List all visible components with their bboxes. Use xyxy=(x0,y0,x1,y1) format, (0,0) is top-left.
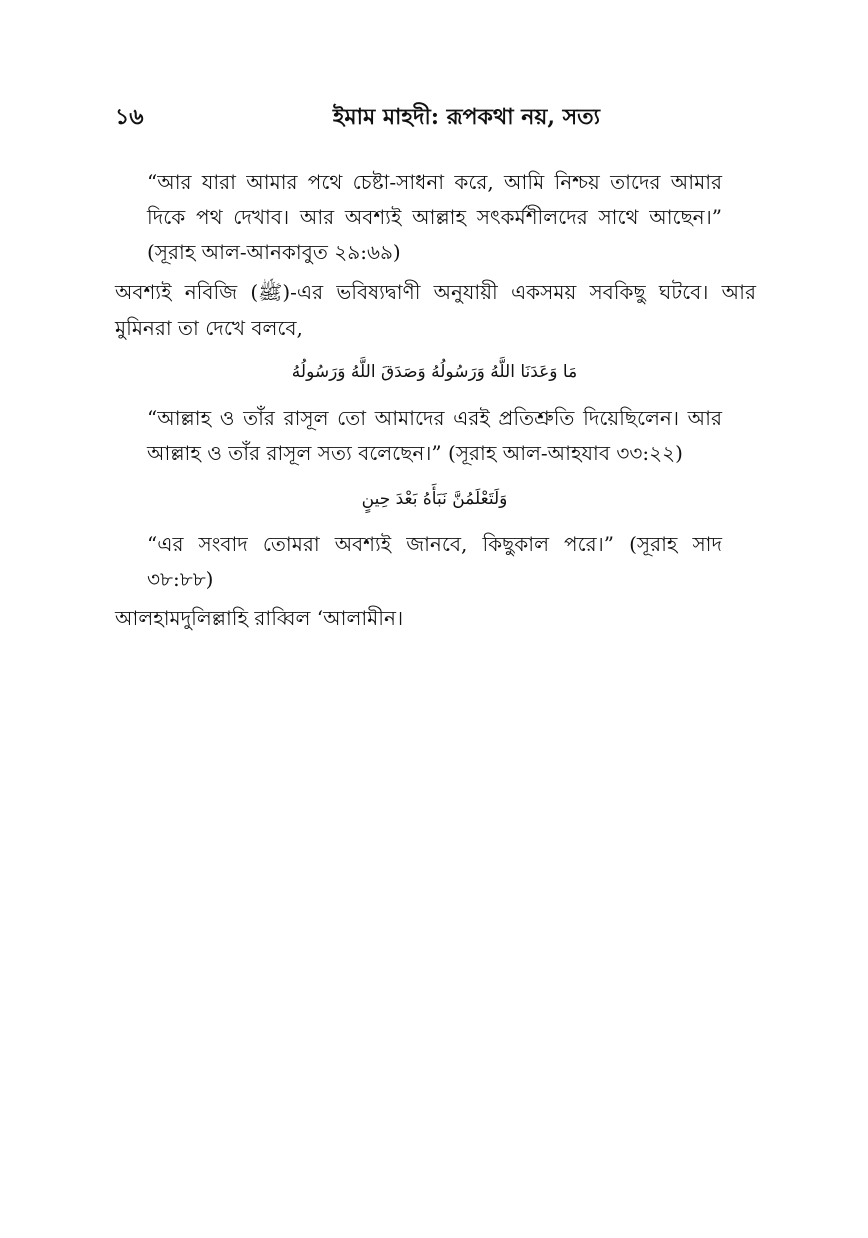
quote-sad: “এর সংবাদ তোমরা অবশ্যই জানবে, কিছুকাল পরে।” (সূরাহ সাদ ৩৮:৮৮) xyxy=(147,532,722,591)
quote-ahzab: “আল্লাহ ও তাঁর রাসূল তো আমাদের এরই প্রতিশ্রুতি দিয়েছিলেন। আর আল্লাহ ও তাঁর রাসূল সত্য বলেছেন।” (সূরাহ আল-আহযাব ৩৩:২২) xyxy=(147,406,722,465)
closing-paragraph: আলহামদুলিল্লাহি রাব্বিল ‘আলামীন। xyxy=(115,606,404,630)
quote-ankabut: “আর যারা আমার পথে চেষ্টা-সাধনা করে, আমি নিশ্চয় তাদের আমার দিকে পথ দেখাব। আর অবশ্যই আল্লাহ সৎকর্মশীলদের সাথে আছেন।” (সূরাহ আল-আনকাবুত ২৯:৬৯) xyxy=(147,170,722,264)
page-number: ১৬ xyxy=(115,104,144,130)
arabic-verse-sad: وَلَتَعْلَمُنَّ نَبَأَهُ بَعْدَ حِينٍ xyxy=(361,489,508,509)
arabic-verse-ahzab: مَا وَعَدَنَا اللَّهُ وَرَسُولُهُ وَصَدَقَ اللَّهُ وَرَسُولُهُ xyxy=(291,362,578,382)
paragraph-prophecy: অবশ্যই নবিজি (ﷺ)-এর ভবিষ্যদ্বাণী অনুযায়ী একসময় সবকিছু ঘটবে। আর মুমিনরা তা দেখে বলবে, xyxy=(115,280,756,340)
running-title: ইমাম মাহদী: রূপকথা নয়, সত্য xyxy=(332,104,601,130)
page-header xyxy=(115,100,758,134)
